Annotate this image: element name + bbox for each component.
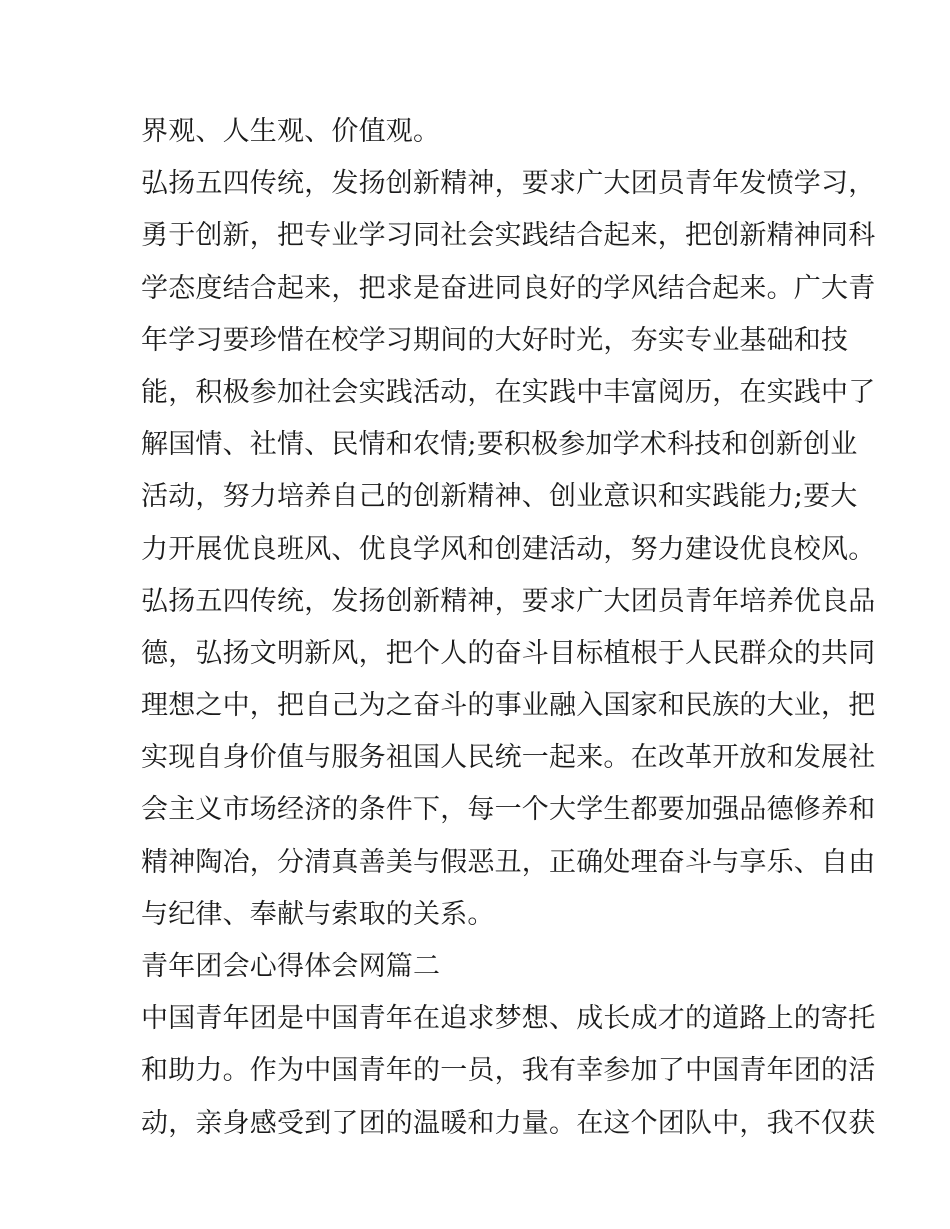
text-line: 活动，努力培养自己的创新精神、创业意识和实践能力;要大	[141, 481, 858, 513]
section-heading: 青年团会心得体会网篇二	[141, 951, 441, 982]
text-line: 学态度结合起来，把求是奋进同良好的学风结合起来。广大青	[141, 272, 876, 304]
text-line: 解国情、社情、民情和农情;要积极参加学术科技和创新创业	[141, 429, 858, 461]
text-line: 勇于创新，把专业学习同社会实践结合起来，把创新精神同科	[141, 220, 876, 252]
text-line: 界观、人生观、价值观。	[141, 116, 441, 147]
text-line: 与纪律、奉献与索取的关系。	[141, 898, 495, 930]
text-line: 理想之中，把自己为之奋斗的事业融入国家和民族的大业，把	[141, 690, 876, 722]
text-line: 弘扬五四传统，发扬创新精神，要求广大团员青年发愤学习，	[141, 168, 876, 200]
text-line: 实现自身价值与服务祖国人民统一起来。在改革开放和发展社	[141, 742, 876, 774]
text-line: 能，积极参加社会实践活动，在实践中丰富阅历，在实践中了	[141, 376, 876, 408]
text-line: 动，亲身感受到了团的温暖和力量。在这个团队中，我不仅获	[141, 1107, 876, 1139]
body-text	[141, 106, 876, 1150]
text-line: 和助力。作为中国青年的一员，我有幸参加了中国青年团的活	[141, 1055, 876, 1087]
text-line: 中国青年团是中国青年在追求梦想、成长成才的道路上的寄托	[141, 1003, 876, 1035]
text-line: 精神陶冶，分清真善美与假恶丑，正确处理奋斗与享乐、自由	[141, 846, 876, 878]
text-line: 弘扬五四传统，发扬创新精神，要求广大团员青年培养优良品	[141, 585, 876, 617]
text-line: 年学习要珍惜在校学习期间的大好时光，夯实专业基础和技	[141, 324, 849, 356]
text-line: 会主义市场经济的条件下，每一个大学生都要加强品德修养和	[141, 794, 876, 826]
text-line: 力开展优良班风、优良学风和创建活动，努力建设优良校风。	[141, 533, 876, 565]
text-line: 德，弘扬文明新风，把个人的奋斗目标植根于人民群众的共同	[141, 637, 876, 669]
